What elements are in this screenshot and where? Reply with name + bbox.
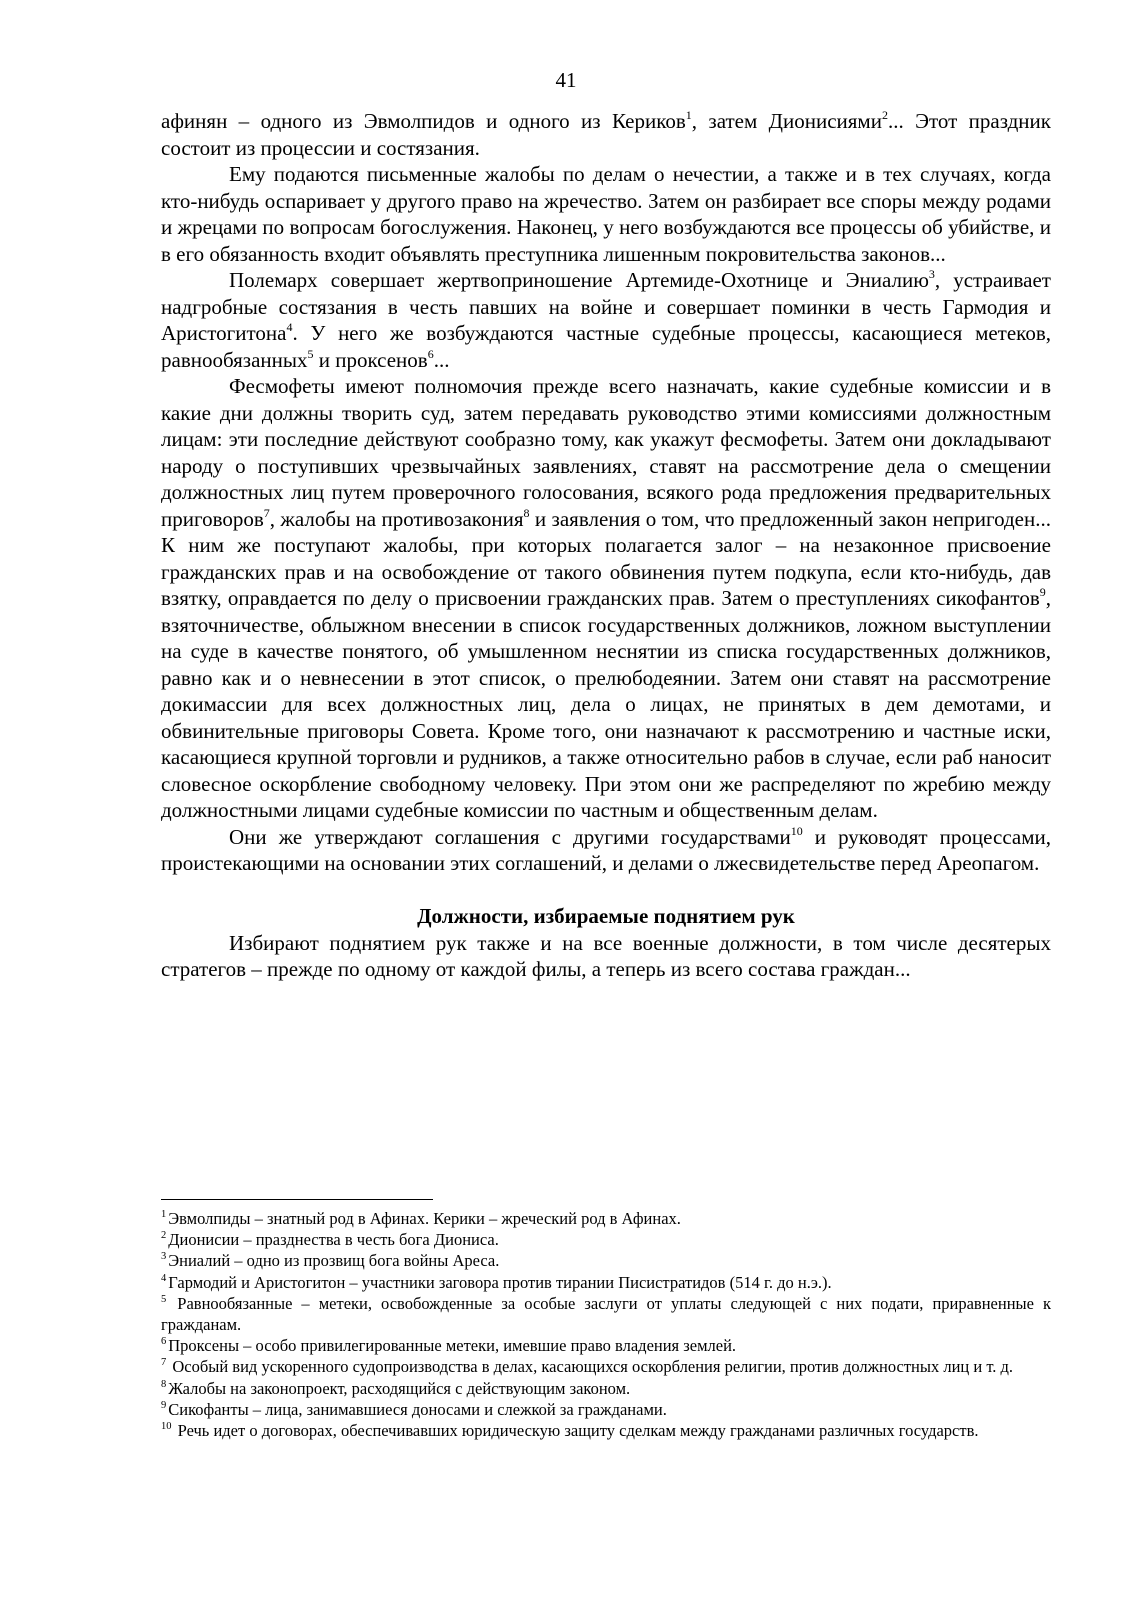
footnote-7 [161,1356,1051,1377]
paragraph-5-text-a: Они же утверждают соглашения с другими государствами [229,824,791,849]
paragraph-1-text-a: афинян – одного из Эвмолпидов и одного из Кериков [161,109,686,133]
paragraph-1-text-c: ... Этот праздник состоит из процессии и состязания. [161,109,1051,160]
paragraph-4-text-b: , жалобы на противозакония [269,506,524,531]
footnote-ref-1[interactable]: 1 [685,108,692,122]
footnote-text: Речь идет о договорах, обеспечивавших юридическую защиту сделкам между гражданами различных государств. [173,1421,979,1441]
footnote-text: Жалобы на законопроект, расходящийся с действующим законом. [168,1378,631,1398]
footnote-ref-4[interactable]: 4 [286,320,293,334]
footnote-ref-9[interactable]: 9 [1039,585,1046,599]
footnote-4 [161,1272,1051,1293]
paragraph-2: Ему подаются письменные жалобы по делам о нечестии, а также и в тех случаях, когда кто-нибудь оспаривает у другого право на жречество. Затем он разбирает все споры между родами и жрецами по вопросам богослужения. Наконец, у него возбуждаются все процессы об убийстве, и в его обязанность входит объявлять преступника лишенным покровительства законов... [161,162,1051,266]
footnote-8 [161,1378,1051,1399]
footnote-number: 10 [161,1421,172,1433]
footnote-ref-7[interactable]: 7 [263,505,270,520]
footnote-number: 3 [161,1251,167,1263]
paragraph-5 [161,824,1051,877]
footnote-text: Проксены – особо привилегированные метеки, имевшие право владения землей. [168,1336,737,1356]
footnote-1 [161,1208,1051,1229]
footnote-number: 1 [161,1209,167,1220]
section-heading: Должности, избираемые поднятием рук [417,904,795,928]
footnote-number: 2 [161,1230,167,1242]
paragraph-6: Избирают поднятием рук также и на все военные должности, в том числе десятерых стратегов – прежде по одному от каждой филы, а теперь из всего состава граждан... [161,930,1051,981]
paragraph-3-text-b: , устраивает надгробные состязания в честь павших на войне и совершает поминки в честь Гармодия и Аристогитона [161,268,1051,345]
footnote-10 [161,1420,1051,1441]
footnote-9 [161,1399,1051,1420]
footnote-5 [161,1293,1051,1335]
paragraph-3-text-c: . У него же возбуждаются частные судебные процессы, касающиеся метеков, равнообязанных [161,321,1051,372]
footnote-ref-8[interactable]: 8 [523,505,530,520]
footnote-number: 8 [161,1378,167,1390]
footnote-6 [161,1335,1051,1356]
footnote-number: 6 [161,1336,167,1348]
footnote-number: 7 [161,1357,167,1369]
paragraph-4 [161,373,1051,824]
paragraph-4-text-c: и заявления о том, что предложенный закон непригоден... К ним же поступают жалобы, при которых полагается залог – на незаконное присвоение гражданских прав и на освобождение от такого обвинения путем подкупа, если кто-нибудь, дав взятку, оправдается по делу о присвоении гражданских прав. Затем о преступлениях сикофантов [161,506,1051,610]
footnote-number: 4 [161,1272,167,1284]
paragraph-4-text-a: Фесмофеты имеют полномочия прежде всего назначать, какие судебные комиссии и в какие дни должны творить суд, затем передавать руководство этими комиссиями должностным лицам: эти последние действуют сообразно тому, как укажут фесмофеты. Затем они докладывают народу о поступивших чрезвычайных заявлениях, ставят на рассмотрение дела о смещении должностных лиц путем проверочного голосования, всякого рода предложения предварительных приговоров [161,374,1051,531]
footnote-text: Равнообязанные – метеки, освобожденные за особые заслуги от уплаты следующей с них подати, приравненные к гражданам. [161,1293,1051,1335]
footnote-separator [161,1199,433,1200]
footnote-ref-2[interactable]: 2 [881,108,888,122]
paragraph-3-text-d: и проксенов [313,347,428,372]
footnote-ref-6[interactable]: 6 [427,346,434,361]
footnote-text: Сикофанты – лица, занимавшиеся доносами и слежкой за гражданами. [168,1399,667,1419]
paragraph-1-text-b: , затем Дионисиями [691,109,882,133]
footnote-text: Эниалий – одно из прозвищ бога войны Ареса. [168,1251,500,1271]
paragraph-3 [161,267,1051,373]
paragraph-3-text-e: ... [433,347,450,372]
footnotes [161,1208,1051,1441]
footnote-2 [161,1229,1051,1250]
footnote-3 [161,1250,1051,1271]
footnote-text: Дионисии – празднества в честь бога Диониса. [168,1230,499,1250]
paragraph-4-text-d: , взяточничестве, облыжном внесении в список государственных должников, ложном выступлении на суде в качестве понятого, об умышленном неснятии из списка государственных должников, равно как и о невнесении в этот список, о прелюбодеянии. Затем они ставят на рассмотрение докимассии для всех должностных лиц, дела о лицах, не принятых в дем демотами, и обвинительные приговоры Совета. Кроме того, они назначают к рассмотрению и частные иски, касающиеся крупной торговли и рудников, а также относительно рабов в случае, если раб наносит словесное оскорбление свободному человеку. При этом они же распределяют по жребию между должностными лицами судебные комиссии по частным и общественным делам. [161,586,1051,822]
footnote-number: 5 [161,1293,167,1305]
paragraph-3-text-a: Полемарх совершает жертвоприношение Артемиде-Охотнице и Эниалию [229,268,929,292]
footnote-text: Эвмолпиды – знатный род в Афинах. Керики – жреческий род в Афинах. [168,1209,681,1228]
footnote-text: Особый вид ускоренного судопроизводства в делах, касающихся оскорбления религии, против должностных лиц и т. д. [168,1357,1014,1377]
page-number: 41 [555,68,577,92]
footnote-ref-5[interactable]: 5 [307,346,314,361]
footnote-number: 9 [161,1399,167,1411]
paragraph-1 [161,108,1051,161]
footnote-text: Гармодий и Аристогитон – участники заговора против тирании Писистратидов (514 г. до н.э.). [168,1272,832,1292]
paragraph-5-text-b: и руководят процессами, проистекающими на основании этих соглашений, и делами о лжесвидетельстве перед Ареопагом. [161,824,1051,875]
body-text [161,108,1051,983]
footnote-ref-3[interactable]: 3 [928,267,935,281]
footnote-ref-10[interactable]: 10 [790,823,803,838]
